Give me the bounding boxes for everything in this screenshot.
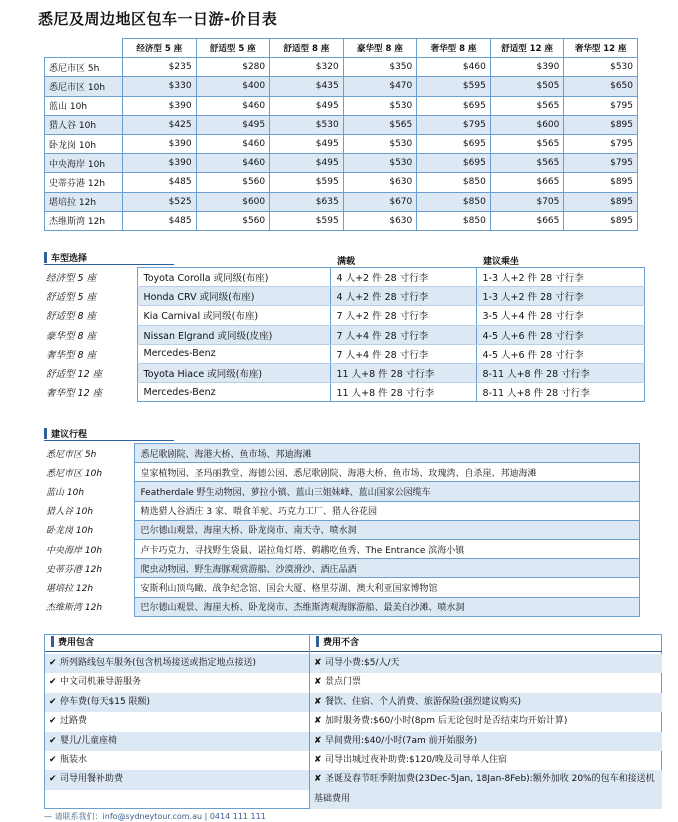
fee-list — [310, 654, 662, 809]
price-cell: $530 — [564, 58, 638, 77]
price-col-header: 舒适型 8 座 — [270, 39, 344, 58]
price-row — [45, 58, 638, 77]
price-cell: $390 — [123, 96, 197, 115]
fee-item — [45, 712, 309, 731]
price-cell: $495 — [270, 96, 344, 115]
vehicle-type: 舒适型 5 座 — [46, 292, 97, 304]
cross-icon: ✘ — [314, 754, 322, 765]
price-row — [45, 115, 638, 134]
fee-item-text: 过路费 — [60, 716, 88, 727]
price-cell: $530 — [343, 154, 417, 173]
price-cell: $595 — [270, 173, 344, 192]
itinerary-description: 巴尔德山观景、海崖大桥、卧龙岗市、杰维斯湾观海豚游船、最美白沙滩、喷水洞 — [134, 597, 640, 616]
price-cell: $600 — [196, 192, 270, 211]
price-cell: $470 — [343, 77, 417, 96]
price-cell: $390 — [490, 58, 564, 77]
price-row-label: 悉尼市区 10h — [45, 77, 123, 96]
itinerary-description: 安斯利山顶鸟瞰、战争纪念馆、国会大厦、格里芬湖、澳大利亚国家博物馆 — [134, 578, 640, 597]
vehicle-recommended: 8-11 人+8 件 28 寸行李 — [476, 383, 644, 402]
price-cell: $485 — [123, 211, 197, 230]
fee-item — [310, 712, 662, 731]
itinerary-row — [44, 501, 640, 520]
check-icon: ✔ — [49, 754, 57, 765]
price-cell: $460 — [417, 58, 491, 77]
fee-item-text: 婴儿/儿童座椅 — [60, 735, 118, 746]
price-row — [45, 77, 638, 96]
itinerary-place: 悉尼市区 5h — [46, 449, 97, 460]
vehicle-model: Kia Carnival 或同级(布座) — [137, 306, 330, 325]
price-row-label: 悉尼市区 5h — [45, 58, 123, 77]
price-cell: $280 — [196, 58, 270, 77]
fee-item — [45, 693, 309, 712]
fee-item-text: 加时服务费:$60/小时(8pm 后无论包时是否结束均开始计算) — [325, 716, 568, 727]
price-cell: $530 — [270, 115, 344, 134]
vehicle-model: Mercedes-Benz — [137, 344, 330, 363]
vehicle-full-capacity: 7 人+4 件 28 寸行李 — [330, 344, 476, 363]
itinerary-row — [44, 482, 640, 501]
itinerary-description: 卢卡巧克力、寻找野生袋鼠、诺拉角灯塔、鹈鹕吃鱼秀、The Entrance 滨海小镇 — [134, 539, 640, 558]
price-cell: $390 — [123, 154, 197, 173]
price-cell: $600 — [490, 115, 564, 134]
price-cell: $595 — [417, 77, 491, 96]
check-icon: ✔ — [49, 774, 57, 785]
price-cell: $460 — [196, 134, 270, 153]
price-cell: $850 — [417, 192, 491, 211]
price-cell: $665 — [490, 173, 564, 192]
itinerary-description: 悉尼歌剧院、海港大桥、鱼市场、邦迪海滩 — [134, 444, 640, 463]
price-cell: $695 — [417, 96, 491, 115]
itinerary-place: 猎人谷 10h — [46, 507, 94, 518]
fees-excluded-heading-text: 费用不含 — [323, 638, 360, 648]
vehicle-row — [44, 268, 644, 287]
itinerary-place: 蓝山 10h — [46, 487, 85, 498]
footer-contact: — 请联系我们：info@sydneytour.com.au | 0414 111 111 — [44, 812, 266, 821]
cross-icon: ✘ — [314, 774, 322, 785]
fee-item — [310, 732, 662, 751]
itinerary-description: 精选猎人谷酒庄 3 家、喂食羊驼、巧克力工厂、猎人谷花园 — [134, 501, 640, 520]
fees-excluded-column — [310, 635, 662, 804]
vehicle-type: 舒适型 12 座 — [46, 369, 103, 381]
itinerary-table — [44, 443, 640, 617]
cross-icon: ✘ — [314, 658, 322, 668]
itinerary-row — [44, 520, 640, 539]
vehicle-row — [44, 287, 644, 306]
itinerary-place: 悉尼市区 10h — [46, 468, 103, 479]
price-col-header: 奢华型 12 座 — [564, 39, 638, 58]
itinerary-description: Featherdale 野生动物园、萝拉小镇、蓝山三姐妹峰、蓝山国家公园缆车 — [134, 482, 640, 501]
fee-item-text: 餐饮、住宿、个人消费、旅游保险(强烈建议购买) — [325, 696, 522, 707]
price-row-label: 蓝山 10h — [45, 96, 123, 115]
itinerary-place: 中央海岸 10h — [46, 545, 103, 556]
price-row — [45, 192, 638, 211]
vehicle-model: Nissan Elgrand 或同级(皮座) — [137, 325, 330, 344]
section-bar-icon — [44, 428, 47, 439]
vehicle-recommended: 8-11 人+8 件 28 寸行李 — [476, 363, 644, 382]
fee-item-text: 景点门票 — [325, 677, 362, 688]
fee-item-text: 早间费用:$40/小时(7am 前开始服务) — [325, 735, 478, 746]
fee-item — [310, 673, 662, 692]
price-cell: $595 — [270, 211, 344, 230]
cross-icon: ✘ — [314, 735, 322, 746]
itinerary-place: 杰维斯湾 12h — [46, 603, 103, 614]
price-cell: $560 — [196, 173, 270, 192]
fee-item — [45, 654, 309, 673]
price-col-header: 舒适型 5 座 — [196, 39, 270, 58]
price-cell: $460 — [196, 154, 270, 173]
vehicle-col-full: 满载 — [337, 257, 356, 267]
vehicle-full-capacity: 11 人+8 件 28 寸行李 — [330, 383, 476, 402]
itinerary-section-heading — [44, 428, 174, 441]
fee-item — [45, 751, 309, 770]
itinerary-description: 爬虫动物园、野生海豚观赏游船、沙漠滑沙、酒庄品酒 — [134, 559, 640, 578]
price-col-header: 奢华型 8 座 — [417, 39, 491, 58]
price-cell: $525 — [123, 192, 197, 211]
vehicle-row — [44, 344, 644, 363]
vehicle-full-capacity: 11 人+8 件 28 寸行李 — [330, 363, 476, 382]
section-bar-icon — [51, 636, 54, 647]
fee-item-text: 司导出城过夜补助费:$120/晚及司导单人住宿 — [325, 754, 507, 765]
vehicle-heading-text: 车型选择 — [51, 254, 88, 264]
price-cell: $795 — [564, 154, 638, 173]
fee-item-text: 瓶装水 — [60, 754, 88, 765]
section-bar-icon — [44, 252, 47, 263]
price-row — [45, 96, 638, 115]
fee-item — [45, 732, 309, 751]
price-cell: $695 — [417, 134, 491, 153]
check-icon: ✔ — [49, 735, 57, 746]
vehicle-full-capacity: 4 人+2 件 28 寸行李 — [330, 268, 476, 287]
vehicle-row — [44, 325, 644, 344]
price-cell: $895 — [564, 211, 638, 230]
price-cell: $630 — [343, 211, 417, 230]
itinerary-place: 史蒂芬港 12h — [46, 564, 103, 575]
price-cell: $390 — [123, 134, 197, 153]
fee-list — [45, 654, 309, 790]
price-cell: $485 — [123, 173, 197, 192]
fee-item-text: 中文司机兼导游服务 — [60, 677, 142, 688]
cross-icon: ✘ — [314, 716, 322, 727]
price-cell: $495 — [196, 115, 270, 134]
price-col-header: 舒适型 12 座 — [490, 39, 564, 58]
fee-item — [310, 751, 662, 770]
cross-icon: ✘ — [314, 696, 322, 707]
price-cell: $795 — [417, 115, 491, 134]
fee-item — [45, 673, 309, 692]
vehicle-type: 豪华型 8 座 — [46, 330, 97, 342]
vehicle-full-capacity: 4 人+2 件 28 寸行李 — [330, 287, 476, 306]
vehicle-recommended: 3-5 人+4 件 28 寸行李 — [476, 306, 644, 325]
price-row-label: 堪培拉 12h — [45, 192, 123, 211]
price-row-label: 卧龙岗 10h — [45, 134, 123, 153]
price-cell: $850 — [417, 173, 491, 192]
fee-item-text: 所列路线包车服务(包含机场接送或指定地点接送) — [60, 658, 257, 668]
price-cell: $495 — [270, 154, 344, 173]
itinerary-place: 堪培拉 12h — [46, 583, 94, 594]
vehicle-model: Honda CRV 或同级(布座) — [137, 287, 330, 306]
price-cell: $650 — [564, 77, 638, 96]
price-col-header: 经济型 5 座 — [123, 39, 197, 58]
price-header-row — [45, 39, 638, 58]
page-title: 悉尼及周边地区包车一日游-价目表 — [38, 10, 278, 28]
vehicle-type: 奢华型 12 座 — [46, 388, 103, 400]
price-cell: $895 — [564, 115, 638, 134]
check-icon: ✔ — [49, 677, 57, 688]
price-cell: $530 — [343, 134, 417, 153]
price-row — [45, 154, 638, 173]
price-cell: $505 — [490, 77, 564, 96]
price-cell: $795 — [564, 96, 638, 115]
price-cell: $320 — [270, 58, 344, 77]
vehicle-row — [44, 363, 644, 382]
vehicle-model: Toyota Hiace 或同级(布座) — [137, 363, 330, 382]
price-cell: $850 — [417, 211, 491, 230]
price-row-label: 猎人谷 10h — [45, 115, 123, 134]
price-cell: $895 — [564, 173, 638, 192]
itinerary-heading-text: 建议行程 — [51, 430, 88, 440]
itinerary-row — [44, 444, 640, 463]
price-cell: $235 — [123, 58, 197, 77]
price-cell: $565 — [343, 115, 417, 134]
itinerary-description: 皇家植物园、圣玛丽教堂、海德公园、悉尼歌剧院、海港大桥、鱼市场、玫瑰湾、自杀崖、邦迪海滩 — [134, 463, 640, 482]
price-cell: $530 — [343, 96, 417, 115]
vehicle-type: 经济型 5 座 — [46, 273, 97, 285]
vehicle-recommended: 4-5 人+6 件 28 寸行李 — [476, 344, 644, 363]
vehicle-table — [44, 267, 645, 402]
vehicle-recommended: 1-3 人+2 件 28 寸行李 — [476, 268, 644, 287]
check-icon: ✔ — [49, 696, 57, 707]
price-cell: $350 — [343, 58, 417, 77]
price-cell: $895 — [564, 192, 638, 211]
price-row-label: 杰维斯湾 12h — [45, 211, 123, 230]
fees-box — [44, 634, 662, 809]
vehicle-type: 舒适型 8 座 — [46, 311, 97, 323]
price-cell: $400 — [196, 77, 270, 96]
price-row — [45, 173, 638, 192]
itinerary-row — [44, 539, 640, 558]
price-row-label: 史蒂芬港 12h — [45, 173, 123, 192]
section-bar-icon — [316, 636, 319, 647]
fees-excluded-heading — [310, 635, 662, 652]
fees-included-heading-text: 费用包含 — [58, 638, 95, 648]
price-cell: $665 — [490, 211, 564, 230]
price-cell: $565 — [490, 96, 564, 115]
fee-item-text: 司导小费:$5/人/天 — [325, 658, 400, 668]
price-cell: $565 — [490, 134, 564, 153]
itinerary-place: 卧龙岗 10h — [46, 526, 94, 537]
vehicle-full-capacity: 7 人+4 件 28 寸行李 — [330, 325, 476, 344]
price-cell: $795 — [564, 134, 638, 153]
price-col-header: 豪华型 8 座 — [343, 39, 417, 58]
price-cell: $460 — [196, 96, 270, 115]
price-cell: $425 — [123, 115, 197, 134]
fee-item — [45, 770, 309, 789]
price-cell: $495 — [270, 134, 344, 153]
fee-item — [310, 654, 662, 673]
itinerary-description: 巴尔德山观景、海崖大桥、卧龙岗市、南天寺、喷水洞 — [134, 520, 640, 539]
fee-item-text: 圣诞及春节旺季附加费(23Dec-5Jan, 18Jan-8Feb):额外加收 20%的包车和接送机基础费用 — [314, 774, 655, 804]
price-corner-cell — [45, 39, 123, 58]
vehicle-recommended: 4-5 人+6 件 28 寸行李 — [476, 325, 644, 344]
price-cell: $560 — [196, 211, 270, 230]
price-table — [44, 38, 638, 231]
price-cell: $670 — [343, 192, 417, 211]
itinerary-row — [44, 463, 640, 482]
itinerary-row — [44, 578, 640, 597]
cross-icon: ✘ — [314, 677, 322, 688]
vehicle-full-capacity: 7 人+2 件 28 寸行李 — [330, 306, 476, 325]
fee-item — [310, 693, 662, 712]
vehicle-model: Toyota Corolla 或同级(布座) — [137, 268, 330, 287]
price-cell: $695 — [417, 154, 491, 173]
vehicle-col-recommended: 建议乘坐 — [483, 257, 520, 267]
price-cell: $705 — [490, 192, 564, 211]
vehicle-type: 奢华型 8 座 — [46, 349, 97, 361]
fees-included-heading — [45, 635, 309, 652]
price-cell: $435 — [270, 77, 344, 96]
fee-item — [310, 770, 662, 809]
vehicle-section-heading — [44, 252, 174, 265]
itinerary-row — [44, 597, 640, 616]
vehicle-row — [44, 306, 644, 325]
fee-item-text: 停车费(每天$15 限额) — [60, 696, 151, 707]
price-cell: $635 — [270, 192, 344, 211]
price-cell: $630 — [343, 173, 417, 192]
price-cell: $330 — [123, 77, 197, 96]
vehicle-recommended: 1-3 人+2 件 28 寸行李 — [476, 287, 644, 306]
check-icon: ✔ — [49, 716, 57, 727]
vehicle-model: Mercedes-Benz — [137, 383, 330, 402]
price-cell: $565 — [490, 154, 564, 173]
price-row — [45, 134, 638, 153]
price-row-label: 中央海岸 10h — [45, 154, 123, 173]
vehicle-row — [44, 383, 644, 402]
fees-included-column — [45, 635, 309, 785]
fee-item-text: 司导用餐补助费 — [60, 774, 124, 785]
price-row — [45, 211, 638, 230]
itinerary-row — [44, 559, 640, 578]
check-icon: ✔ — [49, 658, 57, 668]
